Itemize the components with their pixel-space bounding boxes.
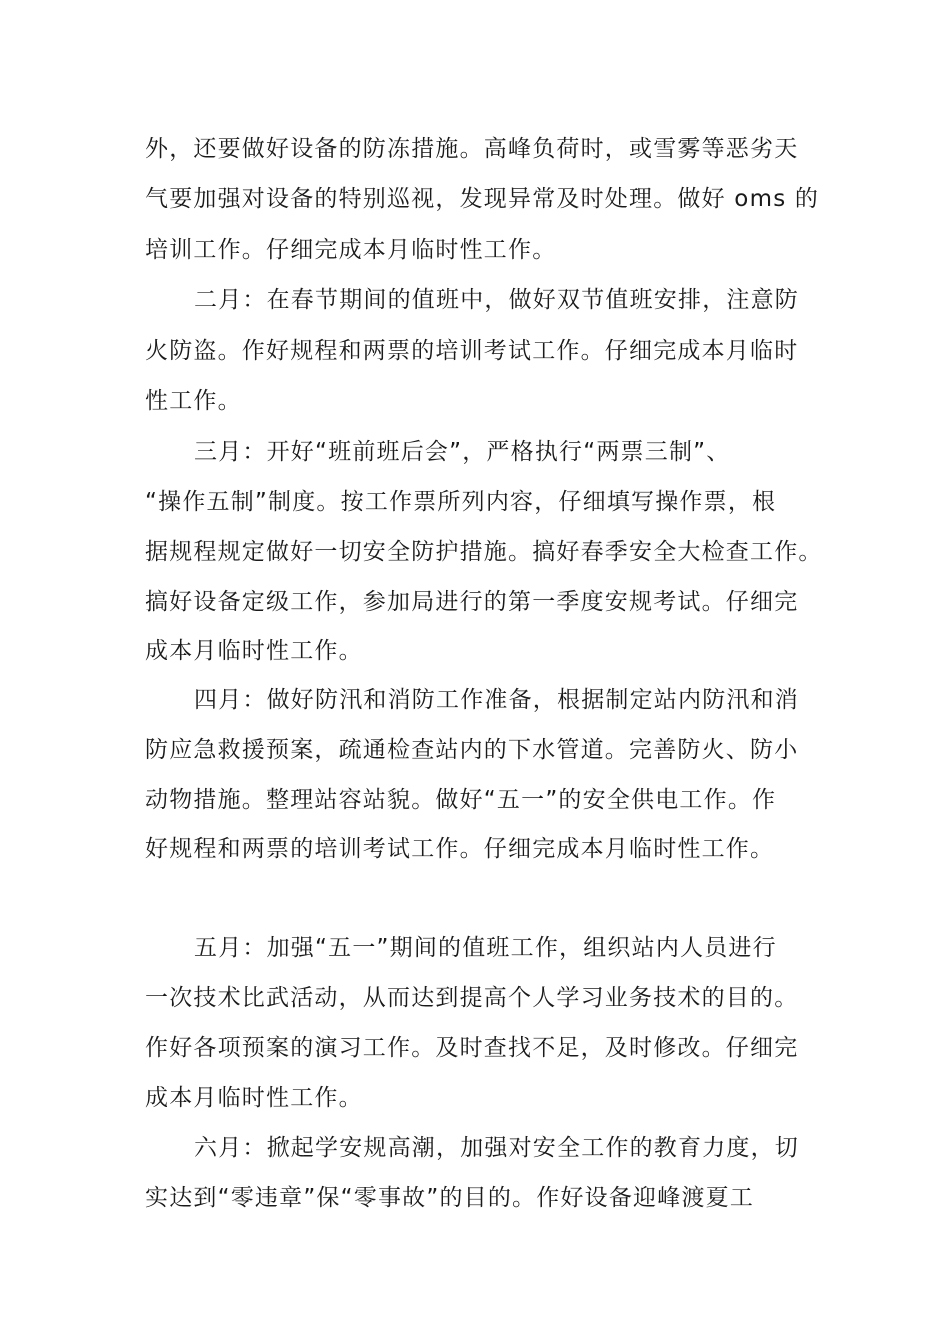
text-line: 据规程规定做好一切安全防护措施。搞好春季安全大检查工作。 xyxy=(145,539,823,565)
text-line: 作好各项预案的演习工作。及时查找不足，及时修改。仔细完 xyxy=(145,1035,799,1061)
text-line: 防应急救援预案，疏通检查站内的下水管道。完善防火、防小 xyxy=(145,737,799,763)
text-line: 培训工作。仔细完成本月临时性工作。 xyxy=(145,237,557,263)
paragraph-february-start: 二月：在春节期间的值班中，做好双节值班安排，注意防 xyxy=(194,287,799,313)
text-line: 火防盗。作好规程和两票的培训考试工作。仔细完成本月临时 xyxy=(145,338,799,364)
text-line: 一次技术比武活动，从而达到提高个人学习业务技术的目的。 xyxy=(145,985,799,1011)
paragraph-april-start: 四月：做好防汛和消防工作准备，根据制定站内防汛和消 xyxy=(194,687,799,713)
text-line: 外，还要做好设备的防冻措施。高峰负荷时，或雪雾等恶劣天 xyxy=(145,136,799,162)
text-line: 实达到“零违章”保“零事故”的目的。作好设备迎峰渡夏工 xyxy=(145,1185,755,1211)
paragraph-march-start: 三月：开好“班前班后会”，严格执行“两票三制”、 xyxy=(194,439,731,465)
paragraph-may-start: 五月：加强“五一”期间的值班工作，组织站内人员进行 xyxy=(194,935,777,961)
text-line: 气要加强对设备的特别巡视，发现异常及时处理。做好 oms 的 xyxy=(145,186,820,212)
text-line: 动物措施。整理站容站貌。做好“五一”的安全供电工作。作 xyxy=(145,787,777,813)
text-line: 成本月临时性工作。 xyxy=(145,638,363,664)
text-line: 性工作。 xyxy=(145,388,242,414)
paragraph-june-start: 六月：掀起学安规高潮，加强对安全工作的教育力度，切 xyxy=(194,1135,799,1161)
text-line: 成本月临时性工作。 xyxy=(145,1085,363,1111)
text-line: 搞好设备定级工作，参加局进行的第一季度安规考试。仔细完 xyxy=(145,589,799,615)
text-line: “操作五制”制度。按工作票所列内容，仔细填写操作票，根 xyxy=(145,489,777,515)
text-line: 好规程和两票的培训考试工作。仔细完成本月临时性工作。 xyxy=(145,836,775,862)
